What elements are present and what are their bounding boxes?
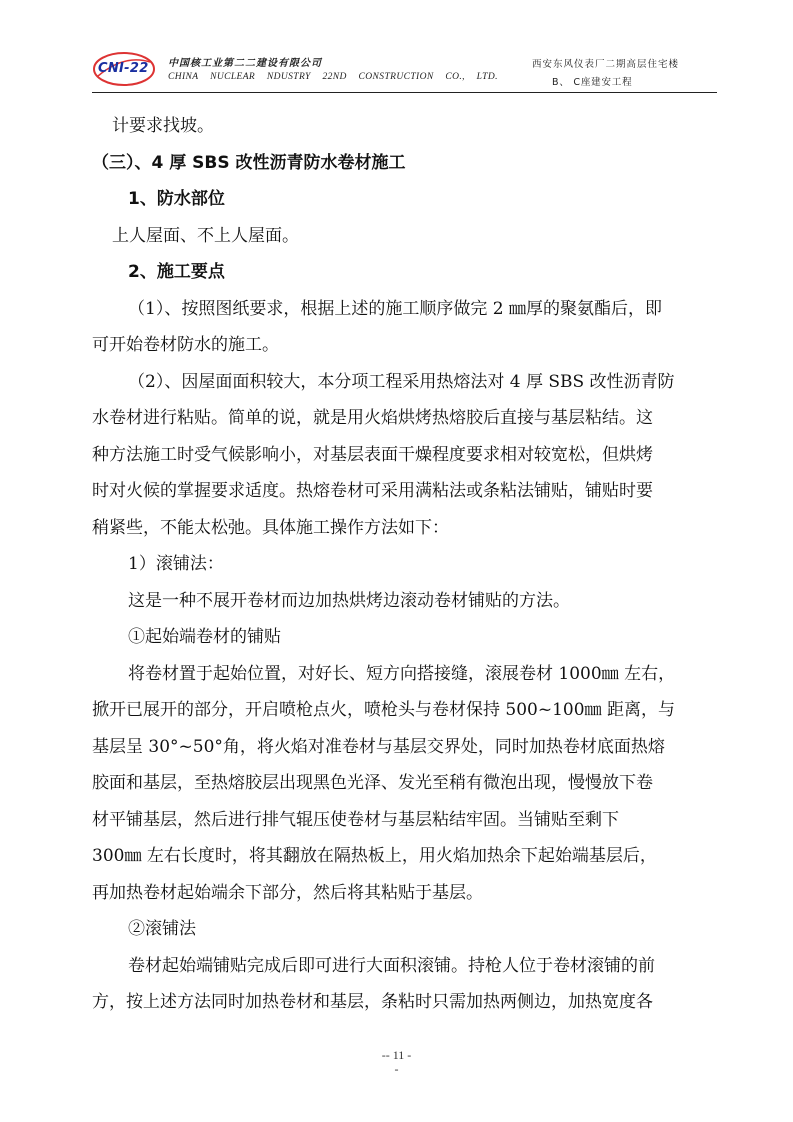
paragraph-line: （2）、因屋面面积较大，本分项工程采用热熔法对 4 厚 SBS 改性沥青防 bbox=[128, 371, 675, 392]
paragraph-line: 卷材起始端铺贴完成后即可进行大面积滚铺。持枪人位于卷材滚铺的前 bbox=[128, 955, 655, 976]
company-logo bbox=[92, 50, 156, 88]
list-heading: ②滚铺法 bbox=[128, 919, 196, 939]
page-number: -- 11 - bbox=[381, 1048, 412, 1062]
paragraph-line: 胶面和基层，至热熔胶层出现黑色光泽、发光至稍有微泡出现，慢慢放下卷 bbox=[92, 773, 653, 793]
subsection-heading: 1、防水部位 bbox=[128, 189, 225, 209]
paragraph-line: 再加热卷材起始端余下部分，然后将其粘贴于基层。 bbox=[92, 882, 483, 903]
company-name-en: CHINA NUCLEAR NDUSTRY 22ND CONSTRUCTION CO., LTD. bbox=[168, 72, 498, 82]
paragraph-line: 水卷材进行粘贴。简单的说，就是用火焰烘烤热熔胶后直接与基层粘结。这 bbox=[92, 408, 653, 428]
page-number-tail: - bbox=[394, 1062, 399, 1076]
paragraph-line: 基层呈 30°~50°角，将火焰对准卷材与基层交界处，同时加热卷材底面热熔 bbox=[92, 736, 665, 757]
paragraph-line: 种方法施工时受气候影响小，对基层表面干燥程度要求相对较宽松，但烘烤 bbox=[92, 444, 653, 465]
paragraph-line: 掀开已展开的部分，开启喷枪点火，喷枪头与卷材保持 500~100㎜ 距离，与 bbox=[92, 700, 675, 720]
paragraph-line: 这是一种不展开卷材而边加热烘烤边滚动卷材铺贴的方法。 bbox=[128, 590, 570, 611]
paragraph-line: （1）、按照图纸要求，根据上述的施工顺序做完 2 ㎜厚的聚氨酯后，即 bbox=[128, 298, 662, 319]
project-subtitle: B、 C座建安工程 bbox=[552, 77, 633, 88]
paragraph-line: 上人屋面、不上人屋面。 bbox=[112, 225, 299, 246]
page-header bbox=[92, 50, 717, 94]
paragraph-line: 时对火候的掌握要求适度。热熔卷材可采用满粘法或条粘法铺贴，铺贴时要 bbox=[92, 481, 653, 501]
project-name: 西安东风仪表厂二期高层住宅楼 bbox=[532, 59, 680, 70]
company-name-cn: 中国核工业第二二建设有限公司 bbox=[168, 58, 322, 69]
document-body bbox=[92, 108, 720, 1021]
list-heading: 1）滚铺法： bbox=[128, 554, 224, 574]
paragraph-line: 计要求找坡。 bbox=[112, 116, 214, 136]
logo-text: CNI-22 bbox=[98, 61, 149, 76]
paragraph-line: 可开始卷材防水的施工。 bbox=[92, 335, 279, 355]
subsection-heading: 2、施工要点 bbox=[128, 262, 225, 282]
list-heading: ①起始端卷材的铺贴 bbox=[128, 627, 281, 647]
paragraph-line: 方，按上述方法同时加热卷材和基层，条粘时只需加热两侧边，加热宽度各 bbox=[92, 992, 653, 1012]
header-rule bbox=[92, 92, 717, 93]
paragraph-line: 稍紧些，不能太松弛。具体施工操作方法如下： bbox=[92, 517, 449, 538]
paragraph-line: 材平铺基层，然后进行排气辊压使卷材与基层粘结牢固。当铺贴至剩下 bbox=[92, 809, 619, 830]
section-heading: （三）、4 厚 SBS 改性沥青防水卷材施工 bbox=[92, 152, 406, 173]
paragraph-line: 300㎜ 左右长度时，将其翻放在隔热板上，用火焰加热余下起始端基层后， bbox=[92, 846, 657, 866]
paragraph-line: 将卷材置于起始位置，对好长、短方向搭接缝，滚展卷材 1000㎜ 左右， bbox=[128, 663, 676, 684]
